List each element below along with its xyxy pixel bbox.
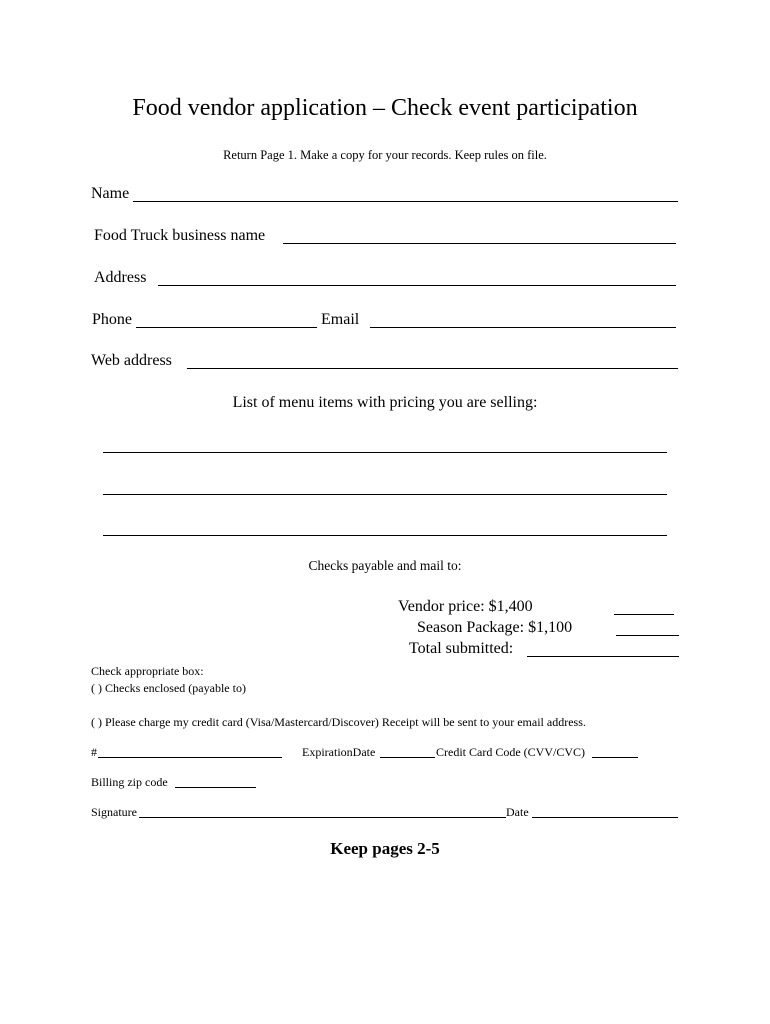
option-credit-card[interactable]: ( ) Please charge my credit card (Visa/Mastercard/Discover) Receipt will be sent to your email address. xyxy=(91,715,586,729)
keep-pages-note: Keep pages 2-5 xyxy=(330,839,440,858)
total-submitted-field[interactable] xyxy=(527,656,679,657)
season-package: Season Package: $1,100 xyxy=(417,619,573,636)
date-field[interactable] xyxy=(532,817,678,818)
address-label: Address xyxy=(94,269,147,286)
option-checks-enclosed[interactable]: ( ) Checks enclosed (payable to) xyxy=(91,681,246,695)
checks-heading: Checks payable and mail to: xyxy=(308,558,462,573)
email-label: Email xyxy=(321,311,360,328)
card-number-field[interactable] xyxy=(98,757,282,758)
menu-heading: List of menu items with pricing you are selling: xyxy=(232,394,538,411)
email-field[interactable] xyxy=(370,327,676,328)
page-subtitle: Return Page 1. Make a copy for your records. Keep rules on file. xyxy=(223,148,547,162)
vendor-price: Vendor price: $1,400 xyxy=(398,598,533,615)
signature-field[interactable] xyxy=(139,817,506,818)
web-address-label: Web address xyxy=(91,352,172,369)
menu-item-line-3[interactable] xyxy=(103,535,667,536)
vendor-price-field[interactable] xyxy=(614,614,674,615)
expiration-field[interactable] xyxy=(380,757,435,758)
billing-zip-field[interactable] xyxy=(175,787,256,788)
phone-field[interactable] xyxy=(136,327,317,328)
billing-zip-label: Billing zip code xyxy=(91,775,168,789)
page-title: Food vendor application – Check event participation xyxy=(132,95,638,121)
cvv-label: Credit Card Code (CVV/CVC) xyxy=(436,745,585,759)
menu-item-line-2[interactable] xyxy=(103,494,667,495)
menu-item-line-1[interactable] xyxy=(103,452,667,453)
business-name-field[interactable] xyxy=(283,243,676,244)
check-box-heading: Check appropriate box: xyxy=(91,664,204,678)
card-number-label: # xyxy=(91,745,97,759)
web-address-field[interactable] xyxy=(187,368,678,369)
date-label: Date xyxy=(506,805,529,819)
business-name-label: Food Truck business name xyxy=(94,227,266,244)
address-field[interactable] xyxy=(158,285,676,286)
name-field[interactable] xyxy=(133,201,678,202)
total-submitted: Total submitted: xyxy=(409,640,514,657)
signature-label: Signature xyxy=(91,805,137,819)
phone-label: Phone xyxy=(92,311,132,328)
name-label: Name xyxy=(91,185,130,202)
cvv-field[interactable] xyxy=(592,757,638,758)
season-package-field[interactable] xyxy=(616,635,679,636)
expiration-label: ExpirationDate xyxy=(302,745,376,759)
